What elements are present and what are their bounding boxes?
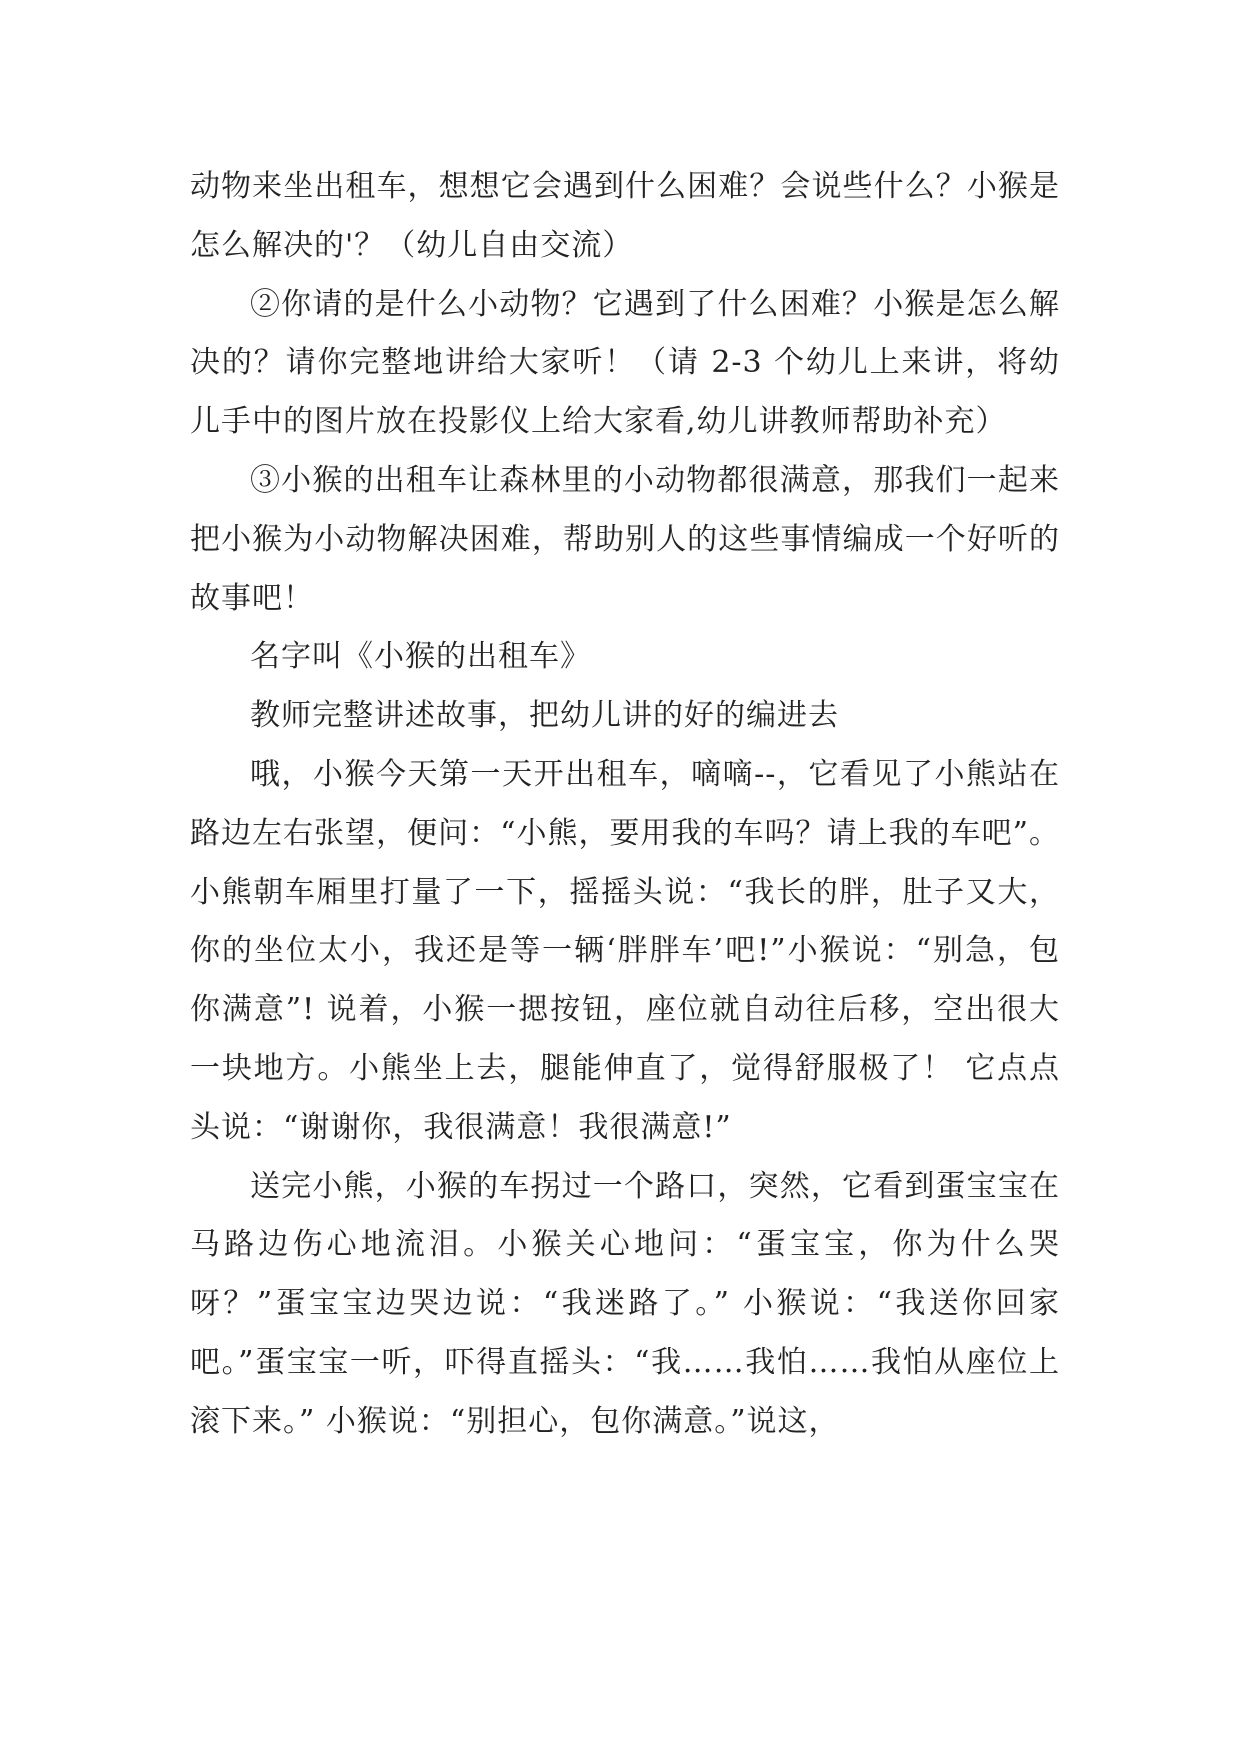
paragraph-4: 名字叫《小猴的出租车》 (250, 639, 591, 675)
paragraph-3: ③小猴的出租车让森林里的小动物都很满意，那我们一起来把小猴为小动物解决困难，帮助别人的这些事情编成一个好听的故事吧！ (190, 462, 1060, 616)
paragraph-2: ②你请的是什么小动物？它遇到了什么困难？小猴是怎么解决的？请你完整地讲给大家听！（请 2-3 个幼儿上来讲，将幼儿手中的图片放在投影仪上给大家看,幼儿讲教师帮助补充） (190, 286, 1060, 440)
paragraph-6: 哦，小猴今天第一天开出租车，嘀嘀--，它看见了小熊站在路边左右张望，便问：“小熊，要用我的车吗？请上我的车吧”。小熊朝车厢里打量了一下，摇摇头说：“我长的胖，肚子又大，你的坐位太小，我还是等一辆‘胖胖车’吧!”小猴说：“别急，包你满意”! 说着，小猴一揌按钮，座位就自动往后移，空出很大一块地方。小熊坐上去，腿能伸直了，觉得舒服极了！ 它点点头说：“谢谢你，我很满意！我很满意!” (190, 756, 1060, 1145)
paragraph-1: 动物来坐出租车，想想它会遇到什么困难？会说些什么？小猴是怎么解决的'？（幼儿自由交流） (190, 169, 1060, 263)
paragraph-7: 送完小熊，小猴的车拐过一个路口，突然，它看到蛋宝宝在马路边伤心地流泪。小猴关心地问：“蛋宝宝，你为什么哭呀？”蛋宝宝边哭边说：“我迷路了。” 小猴说：“我送你回家吧。”蛋宝宝一听，吓得直摇头：“我……我怕……我怕从座位上滚下来。” 小猴说：“别担心，包你满意。”说这， (190, 1168, 1060, 1439)
paragraph-5: 教师完整讲述故事，把幼儿讲的好的编进去 (250, 698, 839, 734)
body-text (190, 158, 1060, 1452)
